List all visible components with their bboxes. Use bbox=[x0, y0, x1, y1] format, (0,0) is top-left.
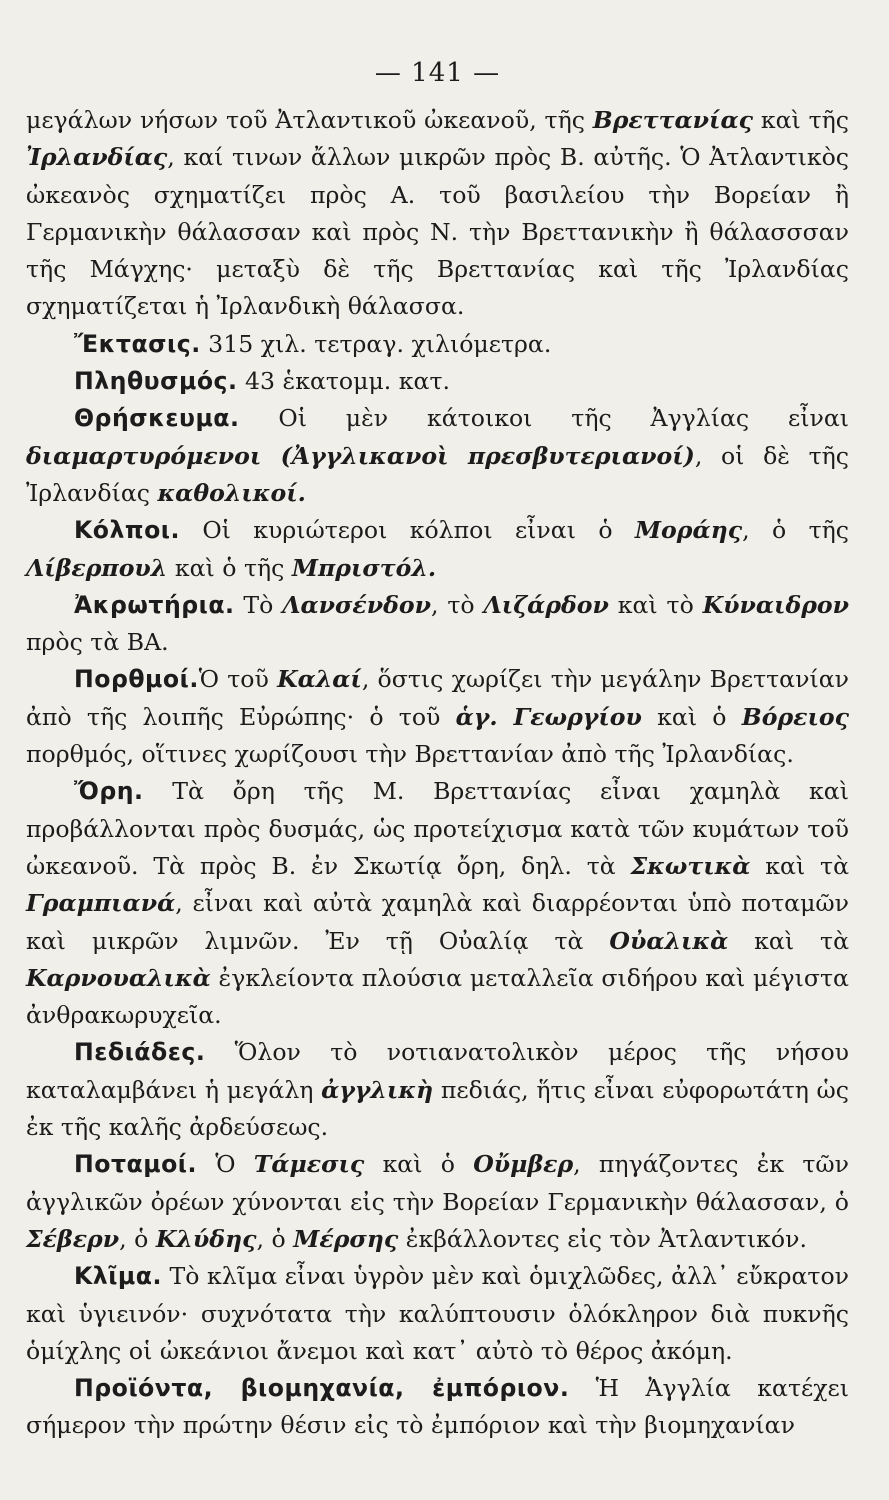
body-text: καὶ τὸ bbox=[608, 590, 703, 619]
body-text: πεδιάς, ἥτις εἶναι εὐφορωτάτη ὡς ἐκ τῆς καλῆς ἀρδεύσεως. bbox=[26, 1075, 849, 1142]
body-text: καὶ τὰ bbox=[728, 926, 849, 955]
body-text: Οἱ μὲν κάτοικοι τῆς Ἀγγλίας εἶναι bbox=[239, 404, 849, 433]
emphasized-term: Λίβερπουλ bbox=[26, 553, 168, 582]
body-text: , εἶναι καὶ αὐτὰ χαμηλὰ καὶ διαρρέονται ὑπὸ ποταμῶν καὶ μικρῶν λιμνῶν. Ἐν τῇ Οὐαλίᾳ τὰ bbox=[26, 889, 849, 955]
body-text: καὶ ὁ τῆς bbox=[167, 553, 292, 582]
emphasized-term: Λανσένδον bbox=[282, 590, 431, 619]
emphasized-term: Σέβερν bbox=[26, 1224, 120, 1253]
emphasized-term: Βόρειος bbox=[741, 702, 849, 731]
section-heading: Ὄρη. bbox=[74, 777, 144, 806]
section-heading: Πληθυσμός. bbox=[74, 367, 238, 396]
body-text: 43 ἑκατομμ. κατ. bbox=[237, 367, 451, 396]
body-text: , ὅστις χωρίζει τὴν μεγάλην Βρεττανίαν ἀπὸ τῆς λοιπῆς Εὐρώπης· ὁ τοῦ bbox=[26, 665, 849, 731]
emphasized-term: ἁγ. Γεωργίου bbox=[455, 702, 642, 731]
emphasized-term: Λιζάρδον bbox=[483, 590, 609, 619]
emphasized-term: Κλύδης bbox=[155, 1224, 257, 1253]
body-text: Ἡ Ἀγγλία κατέχει σήμερον τὴν πρώτην θέσιν εἰς τὸ ἐμπόριον καὶ τὴν βιομηχανίαν bbox=[26, 1374, 849, 1440]
page-body-text bbox=[26, 102, 849, 1445]
paragraph-akrotiria bbox=[26, 587, 849, 662]
emphasized-term: ἀγγλικὴ bbox=[321, 1075, 434, 1104]
emphasized-term: Μέρσης bbox=[293, 1224, 399, 1253]
emphasized-term: καθολικοί. bbox=[157, 478, 306, 507]
body-text: , καί τινων ἄλλων μικρῶν πρὸς Β. αὐτῆς. Ὁ Ἀτλαντικὸς ὠκεανὸς σχηματίζει πρὸς Α. τοῦ βασιλείου τὴν Βορείαν ἢ Γερμανικὴν θάλασσαν καὶ πρὸς Ν. τὴν Βρεττανικὴν ἢ θάλασσσαν τῆς Μάγχης· μεταξὺ δὲ τῆς Βρεττανίας καὶ τῆς Ἰρλανδίας σχηματίζεται ἡ Ἰρλανδικὴ θάλασσα. bbox=[26, 143, 849, 321]
section-heading: Θρήσκευμα. bbox=[74, 404, 240, 433]
section-heading: Προϊόντα, βιομηχανία, ἐμπόριον. bbox=[74, 1374, 570, 1403]
body-text: πρὸς τὰ ΒΑ. bbox=[26, 628, 169, 657]
body-text: Τὸ bbox=[234, 590, 283, 619]
body-text: Οἱ κυριώτεροι κόλποι εἶναι ὁ bbox=[179, 516, 635, 545]
paragraph-klima bbox=[26, 1258, 849, 1370]
paragraph-ori bbox=[26, 773, 849, 1034]
section-heading: Πορθμοί. bbox=[74, 665, 199, 694]
section-heading: Ἀκρωτήρια. bbox=[74, 590, 235, 619]
body-text: , ὁ τῆς bbox=[742, 516, 849, 545]
emphasized-term: Βρεττανίας bbox=[592, 106, 753, 134]
body-text: , τὸ bbox=[431, 590, 484, 619]
paragraph-porthmoi bbox=[26, 661, 849, 773]
section-heading: Ποταμοί. bbox=[74, 1150, 197, 1179]
paragraph-ektasis bbox=[26, 326, 849, 363]
emphasized-term: Τάμεσις bbox=[253, 1150, 365, 1179]
body-text: ἐγκλείοντα πλούσια μεταλλεῖα σιδήρου καὶ μέγιστα ἀνθρακωρυχεῖα. bbox=[26, 963, 849, 1030]
body-text: καὶ τὰ bbox=[750, 851, 849, 880]
body-text: Ὁ bbox=[196, 1150, 254, 1179]
body-text: , ὁ bbox=[256, 1224, 294, 1253]
emphasized-term: Οὐαλικὰ bbox=[609, 926, 729, 955]
section-heading: Κόλποι. bbox=[74, 516, 180, 545]
emphasized-term: Σκωτικὰ bbox=[630, 851, 751, 880]
section-heading: Κλῖμα. bbox=[74, 1262, 162, 1291]
body-text: Τὰ ὄρη τῆς Μ. Βρεττανίας εἶναι χαμηλὰ καὶ προβάλλονται πρὸς δυσμάς, ὡς προτείχισμα κατὰ τῶν κυμάτων τοῦ ὠκεανοῦ. Τὰ πρὸς Β. ἐν Σκωτίᾳ ὄρη, δηλ. τὰ bbox=[26, 777, 849, 880]
emphasized-term: Μοράης bbox=[634, 516, 743, 545]
body-text: πορθμός, οἵτινες χωρίζουσι τὴν Βρεττανίαν ἀπὸ τῆς Ἰρλανδίας. bbox=[26, 740, 794, 769]
body-text: Ὅλον τὸ νοτιανατολικὸν μέρος τῆς νήσου καταλαμβάνει ἡ μεγάλη bbox=[26, 1038, 849, 1104]
emphasized-term: Καλαί bbox=[277, 665, 362, 694]
body-text: ἐκβάλλοντες εἰς τὸν Ἀτλαντικόν. bbox=[398, 1224, 807, 1253]
body-text: καὶ τῆς bbox=[752, 106, 849, 134]
paragraph-thriskevma bbox=[26, 400, 849, 512]
section-heading: Ἔκτασις. bbox=[74, 329, 201, 358]
body-text: 315 χιλ. τετραγ. χιλιόμετρα. bbox=[200, 329, 552, 358]
body-text: καὶ ὁ bbox=[641, 702, 742, 731]
body-text: καὶ ὁ bbox=[364, 1150, 474, 1179]
body-text: Ὁ τοῦ bbox=[198, 665, 278, 694]
paragraph-kolpoi bbox=[26, 512, 849, 587]
emphasized-term: Ἰρλανδίας bbox=[26, 143, 168, 172]
paragraph-pediades bbox=[26, 1034, 849, 1146]
body-text: μεγάλων νήσων τοῦ Ἀτλαντικοῦ ὠκεανοῦ, τῆς bbox=[26, 106, 593, 134]
paragraph-plithysmos bbox=[26, 363, 849, 400]
body-text: Τὸ κλῖμα εἶναι ὑγρὸν μὲν καὶ ὁμιχλῶδες, ἀλλ᾽ εὔκρατον καὶ ὑγιεινόν· συχνότατα τὴν καλύπτουσιν ὁλόκληρον διὰ πυκνῆς ὁμίχλης οἱ ὠκεάνιοι ἄνεμοι καὶ κατ᾽ αὐτὸ τὸ θέρος ἀκόμη. bbox=[26, 1262, 849, 1365]
paragraph-proionta bbox=[26, 1370, 849, 1445]
section-heading: Πεδιάδες. bbox=[74, 1038, 206, 1067]
emphasized-term: Κύναιδρον bbox=[702, 590, 849, 619]
page-number: — 141 — bbox=[374, 58, 501, 88]
body-text: , πηγάζοντες ἐκ τῶν ἀγγλικῶν ὀρέων χύνονται εἰς τὴν Βορείαν Γερμανικὴν θάλασσαν, ὁ bbox=[26, 1150, 850, 1216]
emphasized-term: Γραμπιανά bbox=[26, 889, 176, 918]
emphasized-term: Καρνουαλικὰ bbox=[26, 963, 211, 992]
paragraph-intro bbox=[26, 102, 849, 326]
paragraph-potamoi bbox=[26, 1146, 849, 1258]
body-text: , ὁ bbox=[119, 1224, 156, 1253]
emphasized-term: Μπριστόλ. bbox=[291, 553, 437, 582]
emphasized-term: διαμαρτυρόμενοι (Ἀγγλικανοὶ πρεσβυτεριανοί) bbox=[26, 441, 695, 470]
emphasized-term: Οὔμβερ bbox=[473, 1150, 574, 1179]
body-text: , οἱ δὲ τῆς Ἰρλανδίας bbox=[26, 441, 849, 507]
